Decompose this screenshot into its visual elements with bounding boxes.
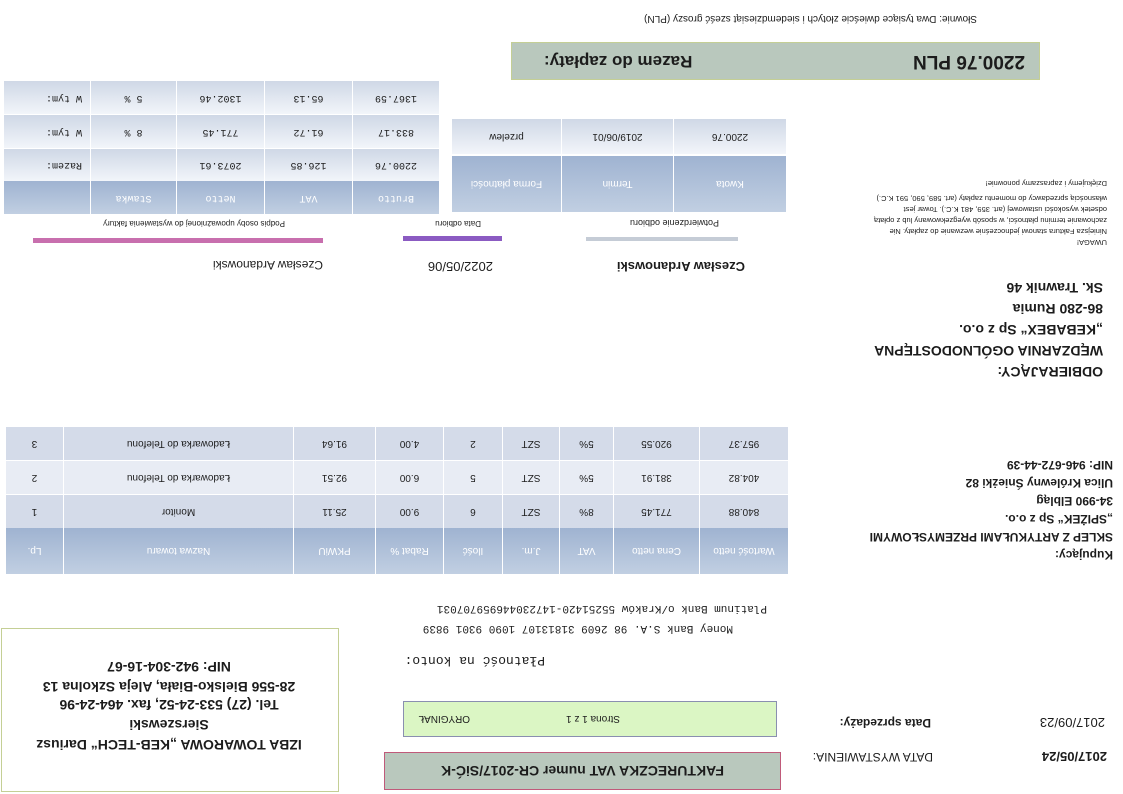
invoice-title: FAKTURECZKA VAT numer CR-2017/SiĆ-K [441, 763, 724, 779]
vat-table [3, 79, 439, 214]
notes-line: Dziękujemy i zapraszamy ponownie! [985, 179, 1107, 188]
vat-cell: 1302.46 [176, 80, 264, 114]
sale-date-value: 2017/09/23 [1039, 715, 1105, 730]
page-number: Strona 1 z 1 [566, 713, 620, 724]
notes-line: własnością sprzedawcy do momentu zapłaty (art. 589, 590, 591 K.C.) [876, 194, 1107, 203]
vat-header-label [3, 181, 90, 214]
items-cell: Monitor [63, 494, 293, 528]
original-label: ORYGINAŁ [418, 713, 470, 724]
pay-cell-term: 2019/06/01 [561, 118, 673, 154]
seller-phone: Tel. (27) 533-24-52, fax. 464-24-96 [59, 697, 279, 713]
items-cell: 9.00 [375, 494, 443, 528]
vat-header-rate: Stawka [90, 181, 176, 214]
seller-signature-name: Czesław Ardanowski [212, 258, 323, 272]
notes-heading: UWAGA! [1076, 238, 1107, 247]
items-header-discount: Rabat % [375, 528, 443, 574]
buyer-nip: NIP: 946-672-44-39 [1006, 458, 1113, 472]
items-header-pkwiu: PKWiU [293, 528, 375, 574]
items-cell: SZT [502, 426, 559, 460]
receiver-name-line1: WĘDZARNIA OGÓLNODOSTĘPNA [874, 343, 1103, 359]
items-cell: SZT [502, 494, 559, 528]
items-cell: Ładowarka do Telefonu [63, 460, 293, 494]
vat-cell: Razem: [3, 148, 90, 181]
notes-line: Niniejsza Faktura stanowi jednocześnie wezwanie do zapłaty. Nie [889, 227, 1107, 236]
vat-cell: 2073.61 [176, 148, 264, 181]
items-cell: 5% [559, 426, 613, 460]
notes-line: zachowanie terminu płatności, w sposób wyegzekwowany lub z opłatą [873, 216, 1107, 225]
vat-cell: 833.17 [352, 114, 439, 148]
pay-cell-amount: 2200.76 [673, 118, 786, 154]
items-header-net-value: Wartość netto [699, 528, 788, 574]
seller-nip: NIP: 942-304-16-67 [107, 659, 231, 675]
receiver-street: Sk. Trawnik 46 [1006, 280, 1103, 296]
items-cell: 5 [443, 460, 502, 494]
vat-cell: 771.45 [176, 114, 264, 148]
receipt-date-label: Data odbioru [435, 219, 481, 228]
items-cell: 2 [443, 426, 502, 460]
issue-date-label: DATA WYSTAWIENIA: [812, 750, 933, 764]
vat-cell [90, 148, 176, 181]
total-label: Razem do zapłaty: [544, 52, 693, 71]
buyer-name-line1: SKLEP Z ARTYKUŁAMI PRZEMYSŁOWYMI [869, 530, 1113, 544]
payment-table [451, 117, 786, 212]
vat-header-vat: VAT [264, 181, 352, 214]
receipt-date-value: 2022/05/06 [427, 259, 493, 274]
vat-header-gross: Brutto [352, 181, 439, 214]
items-header-qty: Ilość [443, 528, 502, 574]
items-header-name: Nazwa towaru [63, 528, 293, 574]
items-cell: 771.45 [613, 494, 699, 528]
vat-cell: W tym: [3, 80, 90, 114]
receiver-signature-name: Czesław Ardanowski [616, 259, 745, 274]
items-cell: 1 [5, 494, 63, 528]
receiver-label: ODBIERAJĄCY: [997, 364, 1103, 380]
bank-account-2: Platinum Bank o/Kraków 55251420-147230446959707031 [436, 602, 767, 614]
items-cell: 3 [5, 426, 63, 460]
items-cell: 920.55 [613, 426, 699, 460]
total-box [511, 42, 1040, 80]
vat-cell: 126.85 [264, 148, 352, 181]
total-value: 2200.76 PLN [913, 51, 1025, 72]
buyer-name-line2: „SPIŻEK“ Sp z o.o. [1004, 512, 1113, 526]
items-cell: 92.51 [293, 460, 375, 494]
receipt-date-line [403, 236, 502, 241]
seller-name-line1: IZBA TOWAROWA „KEB-TECH“ Dariusz [36, 737, 302, 753]
items-header-net-price: Cena netto [613, 528, 699, 574]
receiver-signature-label: Potwierdzenie odbioru [629, 218, 719, 228]
receiver-block [783, 275, 1103, 380]
bank-account-1: Money Bank S.A. 98 2609 31813107 1090 9301 9839 [422, 622, 733, 634]
buyer-label: Kupujący: [1054, 548, 1113, 562]
sale-date-label: Data sprzedaży: [839, 716, 931, 730]
items-cell: 404.82 [699, 460, 788, 494]
pay-header-form: Forma płatności [451, 156, 561, 212]
receiver-name-line2: „KEBABEX“ Sp z o.o. [959, 322, 1103, 338]
items-cell: 2 [5, 460, 63, 494]
receiver-signature-line [586, 237, 738, 241]
items-header-lp: Lp. [5, 528, 63, 574]
original-box [403, 701, 777, 737]
pay-cell-form: przelew [451, 118, 561, 154]
pay-header-amount: Kwota [673, 156, 786, 212]
items-header-vat: VAT [559, 528, 613, 574]
seller-address: 28-556 Bielsko-Biała, Aleja Szkolna 13 [42, 679, 296, 695]
vat-header-net: Netto [176, 181, 264, 214]
vat-cell: W tym: [3, 114, 90, 148]
items-cell: 957.37 [699, 426, 788, 460]
items-cell: 381.91 [613, 460, 699, 494]
seller-signature-line [33, 238, 323, 243]
items-cell: 5% [559, 460, 613, 494]
vat-cell: 65.13 [264, 80, 352, 114]
notes-line: odsetek wysokości ustawowej (art. 359, 481 K.C.). Towar jest [903, 205, 1107, 214]
items-cell: 91.64 [293, 426, 375, 460]
receiver-city: 86-280 Rumia [1012, 301, 1103, 317]
buyer-street: Ulica Królewny Śnieżki 82 [965, 476, 1113, 490]
payment-header: Płatność na konto: [404, 653, 545, 668]
items-cell: 25.11 [293, 494, 375, 528]
buyer-city: 34-990 Elbląg [1036, 494, 1113, 508]
issue-date-value: 2017/05/24 [1041, 749, 1107, 764]
items-cell: Ładowarka do Telefonu [63, 426, 293, 460]
vat-cell: 1367.59 [352, 80, 439, 114]
items-cell: 8% [559, 494, 613, 528]
items-table [5, 424, 788, 574]
vat-cell: 5 % [90, 80, 176, 114]
vat-cell: 2200.76 [352, 148, 439, 181]
items-cell: 840.88 [699, 494, 788, 528]
invoice-title-box [384, 752, 781, 790]
buyer-block [803, 454, 1113, 562]
notes-block [807, 178, 1107, 248]
items-cell: 6.00 [375, 460, 443, 494]
vat-cell: 61.72 [264, 114, 352, 148]
items-cell: 4.00 [375, 426, 443, 460]
total-in-words: Słownie: Dwa tysiące dwieście złotych i siedemdziesiąt sześć groszy (PLN) [644, 13, 977, 24]
seller-box [1, 628, 339, 792]
items-cell: 6 [443, 494, 502, 528]
items-cell: SZT [502, 460, 559, 494]
pay-header-term: Termin [561, 156, 673, 212]
seller-name-line2: Sierszewski [129, 717, 209, 733]
vat-cell: 8 % [90, 114, 176, 148]
seller-signature-label: Podpis osoby upoważnionej do wystawienia faktury [103, 219, 285, 228]
items-header-unit: J.m. [502, 528, 559, 574]
